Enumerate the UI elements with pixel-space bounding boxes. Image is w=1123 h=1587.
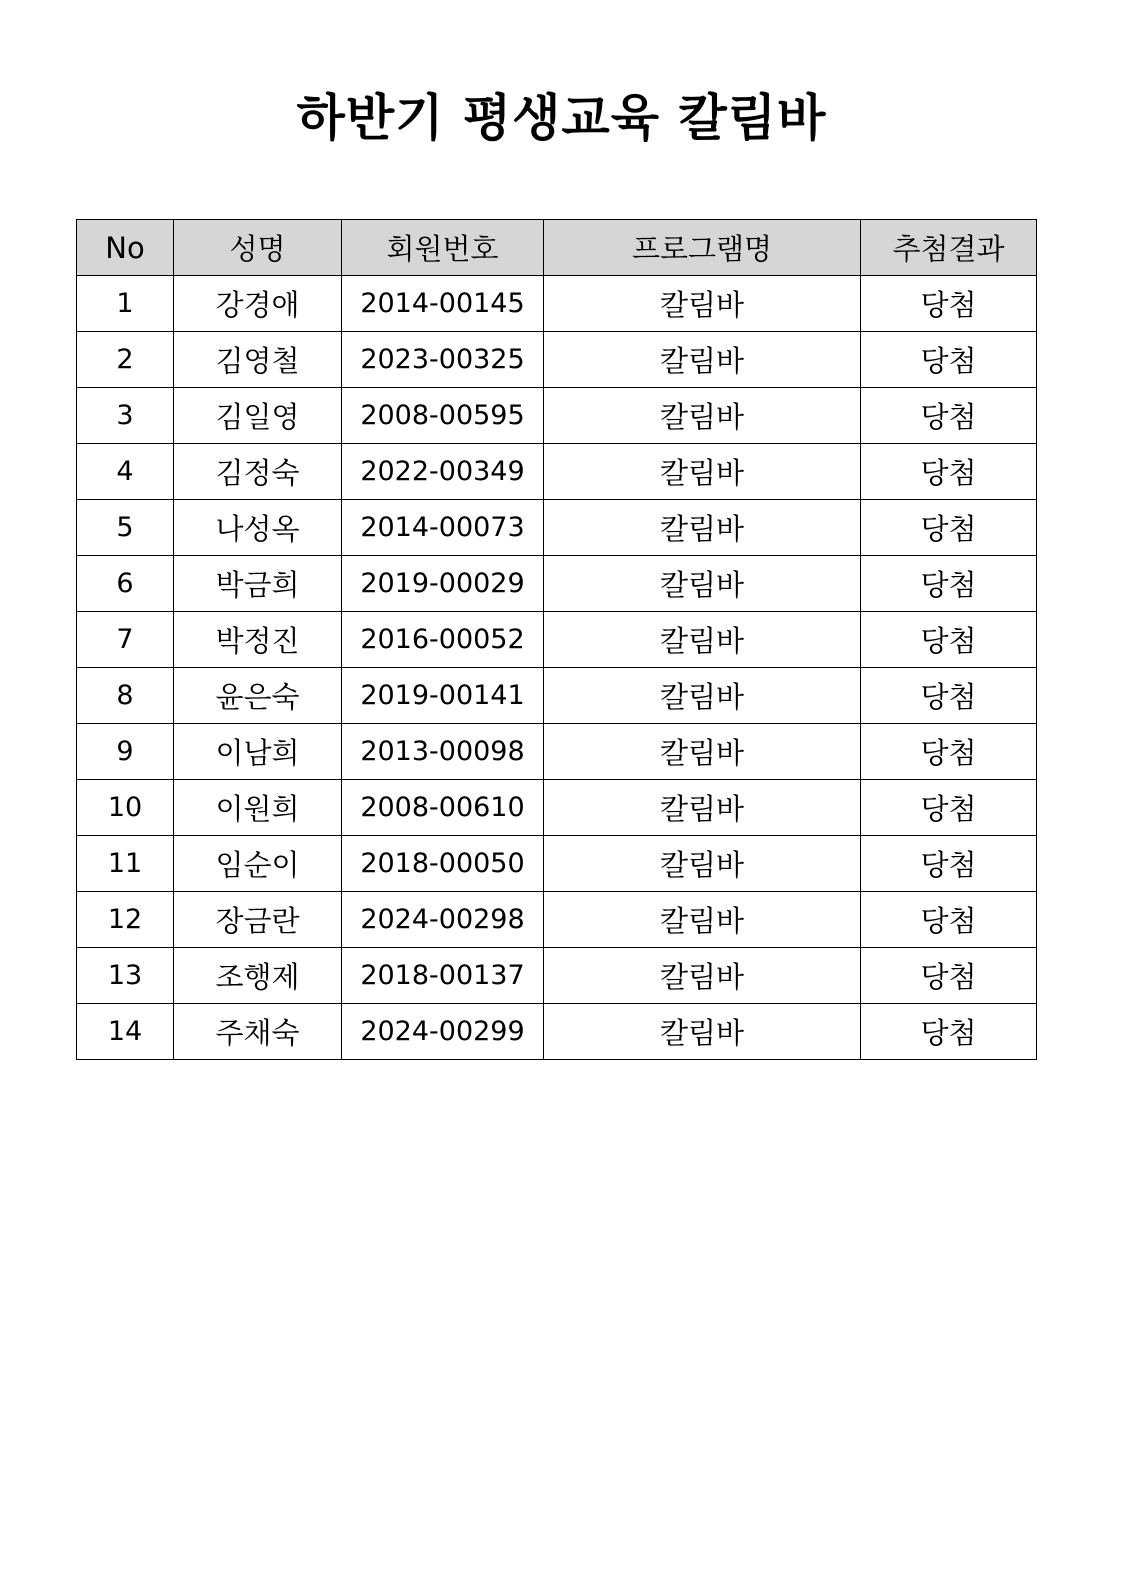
- cell-draw-result: 당첨: [861, 948, 1037, 1004]
- cell-no: 3: [77, 388, 174, 444]
- table-row: [77, 892, 1037, 948]
- table-header-row: [77, 220, 1037, 276]
- cell-member-number: 2019-00029: [342, 556, 544, 612]
- cell-program-name: 칼림바: [544, 556, 861, 612]
- cell-program-name: 칼림바: [544, 724, 861, 780]
- cell-name: 김영철: [174, 332, 342, 388]
- cell-name: 임순이: [174, 836, 342, 892]
- cell-member-number: 2008-00610: [342, 780, 544, 836]
- table-body: [77, 276, 1037, 1060]
- cell-no: 11: [77, 836, 174, 892]
- cell-program-name: 칼림바: [544, 444, 861, 500]
- table-row: [77, 948, 1037, 1004]
- column-header-no: No: [77, 220, 174, 276]
- cell-no: 7: [77, 612, 174, 668]
- cell-member-number: 2013-00098: [342, 724, 544, 780]
- cell-member-number: 2022-00349: [342, 444, 544, 500]
- cell-draw-result: 당첨: [861, 612, 1037, 668]
- table-row: [77, 1004, 1037, 1060]
- cell-draw-result: 당첨: [861, 556, 1037, 612]
- table-row: [77, 556, 1037, 612]
- cell-name: 강경애: [174, 276, 342, 332]
- cell-program-name: 칼림바: [544, 948, 861, 1004]
- table-row: [77, 444, 1037, 500]
- cell-draw-result: 당첨: [861, 892, 1037, 948]
- cell-name: 나성옥: [174, 500, 342, 556]
- cell-name: 박금희: [174, 556, 342, 612]
- cell-member-number: 2023-00325: [342, 332, 544, 388]
- cell-no: 4: [77, 444, 174, 500]
- cell-no: 5: [77, 500, 174, 556]
- cell-name: 주채숙: [174, 1004, 342, 1060]
- cell-member-number: 2018-00050: [342, 836, 544, 892]
- cell-draw-result: 당첨: [861, 500, 1037, 556]
- cell-program-name: 칼림바: [544, 836, 861, 892]
- cell-no: 8: [77, 668, 174, 724]
- cell-draw-result: 당첨: [861, 332, 1037, 388]
- cell-name: 윤은숙: [174, 668, 342, 724]
- table-row: [77, 612, 1037, 668]
- cell-member-number: 2016-00052: [342, 612, 544, 668]
- cell-program-name: 칼림바: [544, 612, 861, 668]
- cell-name: 김정숙: [174, 444, 342, 500]
- table-row: [77, 332, 1037, 388]
- cell-draw-result: 당첨: [861, 1004, 1037, 1060]
- cell-member-number: 2024-00298: [342, 892, 544, 948]
- cell-name: 이원희: [174, 780, 342, 836]
- cell-member-number: 2019-00141: [342, 668, 544, 724]
- cell-draw-result: 당첨: [861, 444, 1037, 500]
- column-header-member-number: 회원번호: [342, 220, 544, 276]
- table-row: [77, 500, 1037, 556]
- table-row: [77, 668, 1037, 724]
- lottery-result-table: [76, 219, 1037, 1060]
- cell-program-name: 칼림바: [544, 892, 861, 948]
- cell-draw-result: 당첨: [861, 836, 1037, 892]
- cell-no: 2: [77, 332, 174, 388]
- column-header-name: 성명: [174, 220, 342, 276]
- table-row: [77, 780, 1037, 836]
- cell-no: 12: [77, 892, 174, 948]
- cell-program-name: 칼림바: [544, 332, 861, 388]
- cell-name: 김일영: [174, 388, 342, 444]
- cell-program-name: 칼림바: [544, 1004, 861, 1060]
- cell-program-name: 칼림바: [544, 668, 861, 724]
- cell-draw-result: 당첨: [861, 276, 1037, 332]
- cell-program-name: 칼림바: [544, 500, 861, 556]
- cell-no: 14: [77, 1004, 174, 1060]
- cell-name: 박정진: [174, 612, 342, 668]
- cell-program-name: 칼림바: [544, 780, 861, 836]
- cell-name: 이남희: [174, 724, 342, 780]
- table-row: [77, 836, 1037, 892]
- table-row: [77, 724, 1037, 780]
- cell-no: 10: [77, 780, 174, 836]
- column-header-draw-result: 추첨결과: [861, 220, 1037, 276]
- cell-name: 조행제: [174, 948, 342, 1004]
- cell-draw-result: 당첨: [861, 724, 1037, 780]
- cell-draw-result: 당첨: [861, 388, 1037, 444]
- cell-member-number: 2014-00145: [342, 276, 544, 332]
- cell-program-name: 칼림바: [544, 276, 861, 332]
- cell-name: 장금란: [174, 892, 342, 948]
- cell-member-number: 2008-00595: [342, 388, 544, 444]
- table-row: [77, 276, 1037, 332]
- cell-program-name: 칼림바: [544, 388, 861, 444]
- table-row: [77, 388, 1037, 444]
- cell-member-number: 2014-00073: [342, 500, 544, 556]
- cell-member-number: 2024-00299: [342, 1004, 544, 1060]
- cell-draw-result: 당첨: [861, 780, 1037, 836]
- page-title: 하반기 평생교육 칼림바: [296, 89, 827, 147]
- cell-no: 9: [77, 724, 174, 780]
- cell-no: 6: [77, 556, 174, 612]
- column-header-program-name: 프로그램명: [544, 220, 861, 276]
- cell-no: 13: [77, 948, 174, 1004]
- cell-member-number: 2018-00137: [342, 948, 544, 1004]
- cell-draw-result: 당첨: [861, 668, 1037, 724]
- cell-no: 1: [77, 276, 174, 332]
